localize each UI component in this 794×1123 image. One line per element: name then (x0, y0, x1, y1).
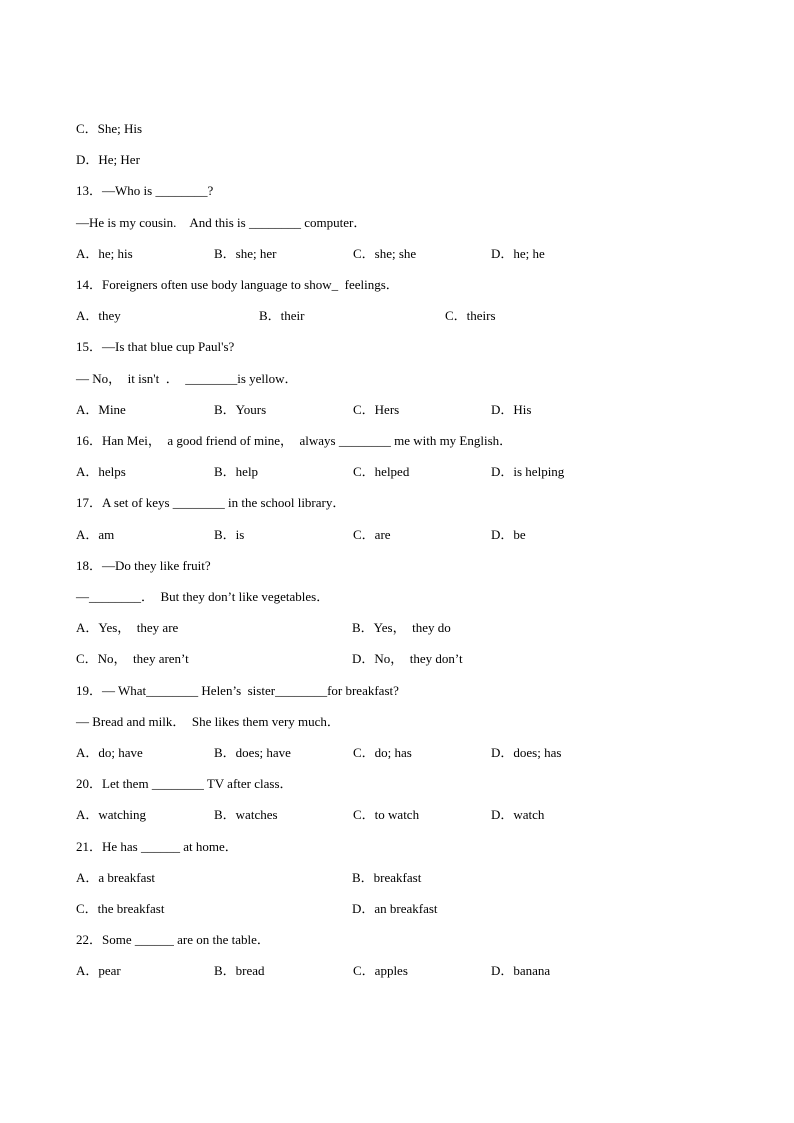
q15-option-a: A．Mine (76, 402, 126, 417)
q20-option-a: A．watching (76, 807, 147, 822)
q18-option-a: A．Yes， they are (76, 620, 179, 635)
q15-option-b: B．Yours (214, 402, 267, 417)
q22-option-c: C．apples (353, 963, 408, 978)
q15-option-d: D．His (491, 402, 532, 417)
q16-option-d: D．is helping (491, 464, 565, 479)
q20-option-d: D．watch (491, 807, 545, 822)
q21-question: 21．He has ______ at home． (76, 839, 238, 854)
q19-option-c: C．do; has (353, 745, 412, 760)
q19-question-cont: — Bread and milk． She likes them very much． (76, 714, 340, 729)
q21-option-a: A．a breakfast (76, 870, 156, 885)
q19-question: 19．— What________ Helen’s sister________for breakfast? (76, 683, 399, 698)
q14-option-a: A．they (76, 308, 121, 323)
q15-question: 15．—Is that blue cup Paul's? (76, 339, 235, 354)
q13-question: 13．—Who is ________? (76, 183, 214, 198)
q18-option-b: B．Yes， they do (352, 620, 451, 635)
q18-question: 18．—Do they like fruit? (76, 558, 211, 573)
q19-option-d: D．does; has (491, 745, 562, 760)
q14-option-c: C．theirs (445, 308, 496, 323)
q12-option-d: D．He; Her (76, 152, 140, 167)
q22-option-d: D．banana (491, 963, 551, 978)
q13-option-a: A．he; his (76, 246, 133, 261)
q18-option-d: D．No， they don’t (352, 651, 463, 666)
q17-option-d: D．be (491, 527, 526, 542)
q22-option-b: B．bread (214, 963, 265, 978)
q22-question: 22．Some ______ are on the table． (76, 932, 270, 947)
q20-question: 20．Let them ________ TV after class． (76, 776, 293, 791)
q14-option-b: B．their (259, 308, 305, 323)
q16-option-c: C．helped (353, 464, 410, 479)
q17-question: 17．A set of keys ________ in the school library． (76, 495, 346, 510)
q12-option-c: C．She; His (76, 121, 143, 136)
q22-option-a: A．pear (76, 963, 121, 978)
q17-option-b: B．is (214, 527, 245, 542)
q21-option-c: C．the breakfast (76, 901, 165, 916)
q16-option-a: A．helps (76, 464, 126, 479)
q14-question: 14．Foreigners often use body language to show_ feelings． (76, 277, 399, 292)
q21-option-d: D．an breakfast (352, 901, 438, 916)
q15-question-cont: — No， it isn't ． ________is yellow． (76, 371, 298, 386)
q15-option-c: C．Hers (353, 402, 400, 417)
q18-question-cont: —________． But they don’t like vegetables． (76, 589, 330, 604)
q17-option-c: C．are (353, 527, 391, 542)
q16-option-b: B．help (214, 464, 259, 479)
q13-question-cont: —He is my cousin. And this is ________ computer． (76, 215, 367, 230)
q16-question: 16．Han Mei， a good friend of mine， always ________ me with my English． (76, 433, 513, 448)
q13-option-b: B．she; her (214, 246, 277, 261)
q21-option-b: B．breakfast (352, 870, 422, 885)
q19-option-a: A．do; have (76, 745, 143, 760)
q13-option-c: C．she; she (353, 246, 417, 261)
q18-option-c: C．No， they aren’t (76, 651, 189, 666)
q17-option-a: A．am (76, 527, 115, 542)
q20-option-c: C．to watch (353, 807, 420, 822)
q19-option-b: B．does; have (214, 745, 291, 760)
q20-option-b: B．watches (214, 807, 278, 822)
q13-option-d: D．he; he (491, 246, 545, 261)
